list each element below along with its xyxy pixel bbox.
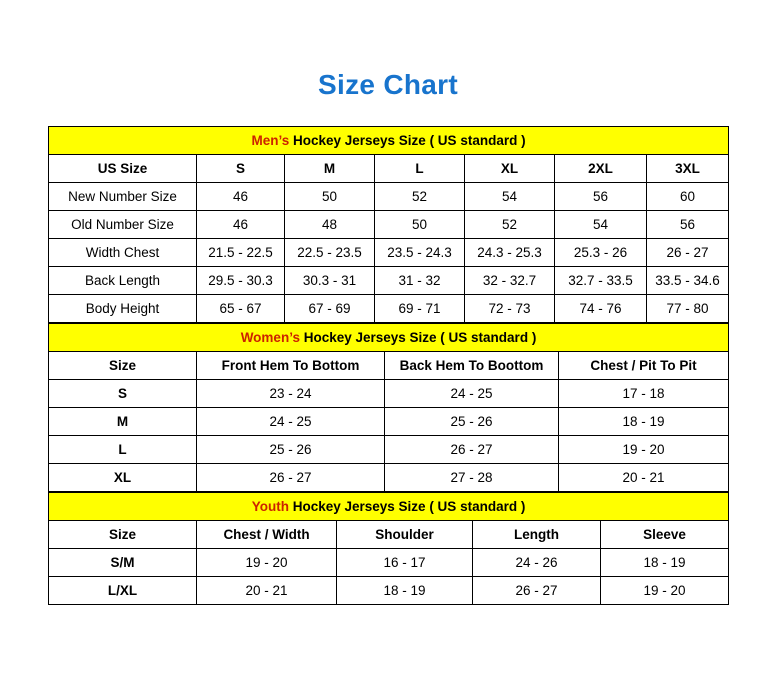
mens-row-3-val-5: 33.5 - 34.6 <box>647 267 729 295</box>
youth-header-rest: Hockey Jerseys Size ( US standard ) <box>288 499 526 514</box>
page-title: Size Chart <box>318 69 458 100</box>
womens-row-0-val-1: 24 - 25 <box>385 380 559 408</box>
mens-row-0-val-2: 52 <box>375 183 465 211</box>
womens-header-accent: Women’s <box>240 330 300 345</box>
youth-column-headers <box>49 521 729 549</box>
womens-row-3-label: XL <box>49 464 197 492</box>
mens-row-4-val-5: 77 - 80 <box>647 295 729 323</box>
youth-row-0-val-2: 24 - 26 <box>473 549 601 577</box>
mens-row-0-label: New Number Size <box>49 183 197 211</box>
womens-section-header-cell <box>49 324 729 352</box>
mens-row-1-val-5: 56 <box>647 211 729 239</box>
mens-row-2-val-3: 24.3 - 25.3 <box>465 239 555 267</box>
mens-row-2-val-0: 21.5 - 22.5 <box>197 239 285 267</box>
table-row <box>49 267 729 295</box>
table-row <box>49 408 729 436</box>
womens-col-1: Front Hem To Bottom <box>197 352 385 380</box>
mens-row-2-val-1: 22.5 - 23.5 <box>285 239 375 267</box>
mens-row-0-val-1: 50 <box>285 183 375 211</box>
womens-row-2-val-1: 26 - 27 <box>385 436 559 464</box>
mens-col-2: M <box>285 155 375 183</box>
youth-section-header <box>49 493 729 521</box>
womens-row-2-val-2: 19 - 20 <box>559 436 729 464</box>
womens-row-0-val-0: 23 - 24 <box>197 380 385 408</box>
womens-col-3: Chest / Pit To Pit <box>559 352 729 380</box>
womens-column-headers <box>49 352 729 380</box>
mens-header-rest: Hockey Jerseys Size ( US standard ) <box>289 133 526 148</box>
womens-row-3-val-0: 26 - 27 <box>197 464 385 492</box>
mens-row-3-val-2: 31 - 32 <box>375 267 465 295</box>
mens-row-3-val-4: 32.7 - 33.5 <box>555 267 647 295</box>
mens-row-3-val-3: 32 - 32.7 <box>465 267 555 295</box>
youth-section-header-cell <box>49 493 729 521</box>
table-row <box>49 577 729 605</box>
womens-row-0-val-2: 17 - 18 <box>559 380 729 408</box>
table-row <box>49 183 729 211</box>
mens-row-1-val-3: 52 <box>465 211 555 239</box>
youth-row-0-val-3: 18 - 19 <box>601 549 729 577</box>
table-row <box>49 464 729 492</box>
mens-row-4-val-3: 72 - 73 <box>465 295 555 323</box>
womens-row-3-val-1: 27 - 28 <box>385 464 559 492</box>
mens-col-4: XL <box>465 155 555 183</box>
youth-col-2: Shoulder <box>337 521 473 549</box>
mens-col-3: L <box>375 155 465 183</box>
mens-row-1-label: Old Number Size <box>49 211 197 239</box>
youth-row-1-label: L/XL <box>49 577 197 605</box>
youth-row-0-val-0: 19 - 20 <box>197 549 337 577</box>
mens-row-3-label: Back Length <box>49 267 197 295</box>
mens-row-0-val-3: 54 <box>465 183 555 211</box>
youth-row-1-val-2: 26 - 27 <box>473 577 601 605</box>
womens-size-table <box>48 323 729 492</box>
table-row <box>49 436 729 464</box>
youth-row-1-val-0: 20 - 21 <box>197 577 337 605</box>
womens-col-0: Size <box>49 352 197 380</box>
mens-header-accent: Men’s <box>251 133 290 148</box>
womens-row-2-label: L <box>49 436 197 464</box>
table-row <box>49 549 729 577</box>
mens-col-1: S <box>197 155 285 183</box>
mens-section-header-cell <box>49 127 729 155</box>
mens-row-2-label: Width Chest <box>49 239 197 267</box>
youth-row-0-val-1: 16 - 17 <box>337 549 473 577</box>
table-row <box>49 380 729 408</box>
youth-row-1-val-1: 18 - 19 <box>337 577 473 605</box>
table-row <box>49 211 729 239</box>
mens-col-0: US Size <box>49 155 197 183</box>
womens-section-header <box>49 324 729 352</box>
mens-size-table <box>48 126 729 323</box>
mens-col-5: 2XL <box>555 155 647 183</box>
mens-row-3-val-1: 30.3 - 31 <box>285 267 375 295</box>
table-row <box>49 239 729 267</box>
mens-row-2-val-4: 25.3 - 26 <box>555 239 647 267</box>
mens-row-0-val-0: 46 <box>197 183 285 211</box>
youth-col-4: Sleeve <box>601 521 729 549</box>
youth-header-accent: Youth <box>251 499 289 514</box>
youth-size-table <box>48 492 729 605</box>
table-row <box>49 295 729 323</box>
mens-section-header <box>49 127 729 155</box>
womens-row-0-label: S <box>49 380 197 408</box>
size-chart-container <box>48 102 728 605</box>
mens-row-1-val-0: 46 <box>197 211 285 239</box>
youth-col-0: Size <box>49 521 197 549</box>
womens-header-rest: Hockey Jerseys Size ( US standard ) <box>299 330 537 345</box>
womens-row-1-label: M <box>49 408 197 436</box>
mens-row-0-val-5: 60 <box>647 183 729 211</box>
womens-row-1-val-2: 18 - 19 <box>559 408 729 436</box>
youth-row-1-val-3: 19 - 20 <box>601 577 729 605</box>
mens-row-4-label: Body Height <box>49 295 197 323</box>
mens-row-1-val-2: 50 <box>375 211 465 239</box>
mens-row-2-val-2: 23.5 - 24.3 <box>375 239 465 267</box>
mens-row-4-val-2: 69 - 71 <box>375 295 465 323</box>
womens-col-2: Back Hem To Boottom <box>385 352 559 380</box>
mens-row-4-val-4: 74 - 76 <box>555 295 647 323</box>
womens-row-1-val-0: 24 - 25 <box>197 408 385 436</box>
womens-row-3-val-2: 20 - 21 <box>559 464 729 492</box>
youth-row-0-label: S/M <box>49 549 197 577</box>
mens-row-4-val-0: 65 - 67 <box>197 295 285 323</box>
youth-col-3: Length <box>473 521 601 549</box>
mens-col-6: 3XL <box>647 155 729 183</box>
mens-row-3-val-0: 29.5 - 30.3 <box>197 267 285 295</box>
mens-column-headers <box>49 155 729 183</box>
mens-row-2-val-5: 26 - 27 <box>647 239 729 267</box>
mens-row-0-val-4: 56 <box>555 183 647 211</box>
mens-row-4-val-1: 67 - 69 <box>285 295 375 323</box>
youth-col-1: Chest / Width <box>197 521 337 549</box>
mens-row-1-val-4: 54 <box>555 211 647 239</box>
womens-row-2-val-0: 25 - 26 <box>197 436 385 464</box>
womens-row-1-val-1: 25 - 26 <box>385 408 559 436</box>
mens-row-1-val-1: 48 <box>285 211 375 239</box>
